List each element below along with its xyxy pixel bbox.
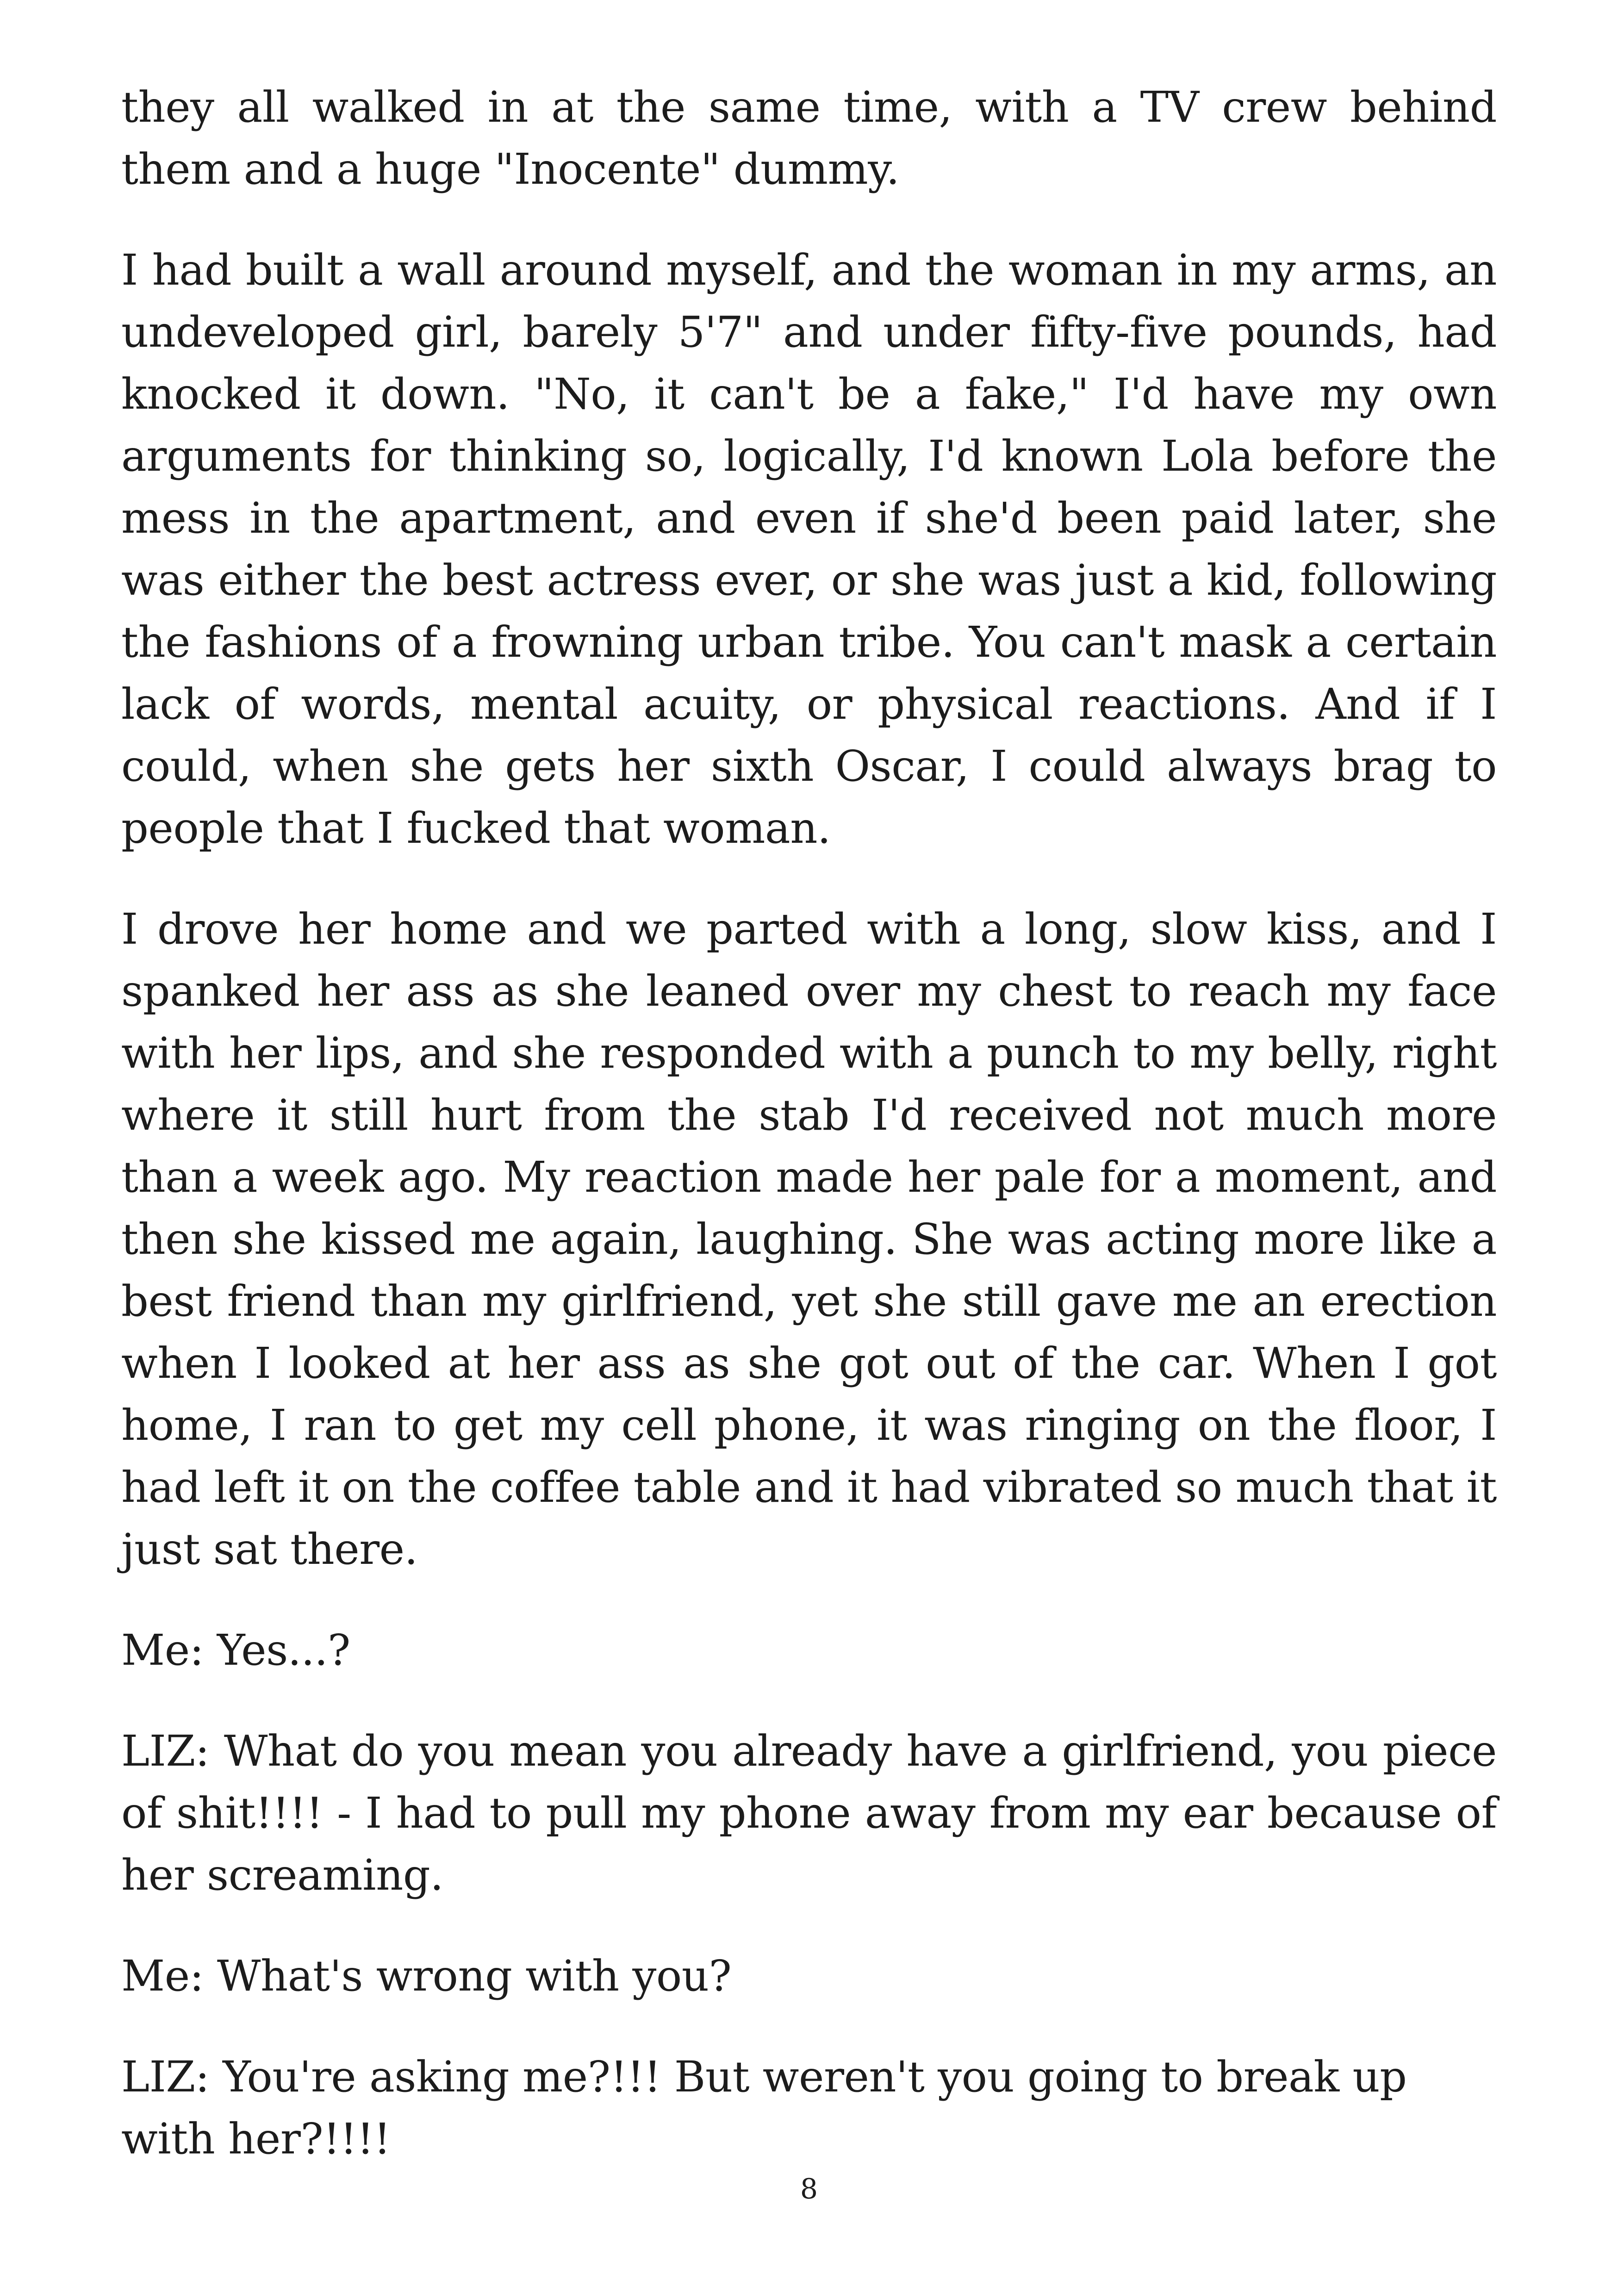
dialogue-line-2: LIZ: What do you mean you already have a girlfriend, you piece of shit!!!! - I had to pull my phone away from my ear because of her screaming. <box>121 1726 1497 1900</box>
paragraph-2: I had built a wall around myself, and the woman in my arms, an undeveloped girl, barely 5'7" and under fifty-five pounds, had knocked it down. "No, it can't be a fake," I'd have my own arguments for thinking so, logically, I'd known Lola before the mess in the apartment, and even if she'd been paid later, she was either the best actress ever, or she was just a kid, following the fashions of a frowning urban tribe. You can't mask a certain lack of words, mental acuity, or physical reactions. And if I could, when she gets her sixth Oscar, I could always brag to people that I fucked that woman. <box>121 245 1497 853</box>
paragraph-3: I drove her home and we parted with a long, slow kiss, and I spanked her ass as she leaned over my chest to reach my face with her lips, and she responded with a punch to my belly, right where it still hurt from the stab I'd received not much more than a week ago. My reaction made her pale for a moment, and then she kissed me again, laughing. She was acting more like a best friend than my girlfriend, yet she still gave me an erection when I looked at her ass as she got out of the car. When I got home, I ran to get my cell phone, it was ringing on the floor, I had left it on the coffee table and it had vibrated so much that it just sat there. <box>121 904 1497 1574</box>
page-number: 8 <box>800 2173 818 2205</box>
dialogue-line-3: Me: What's wrong with you? <box>121 1951 732 2001</box>
dialogue-line-1: Me: Yes...? <box>121 1625 350 1675</box>
body-text <box>121 76 1497 2209</box>
paragraph-1: they all walked in at the same time, with a TV crew behind them and a huge "Inocente" dummy. <box>121 82 1497 194</box>
dialogue-line-4: LIZ: You're asking me?!!! But weren't you going to break up with her?!!!! <box>121 2052 1407 2164</box>
